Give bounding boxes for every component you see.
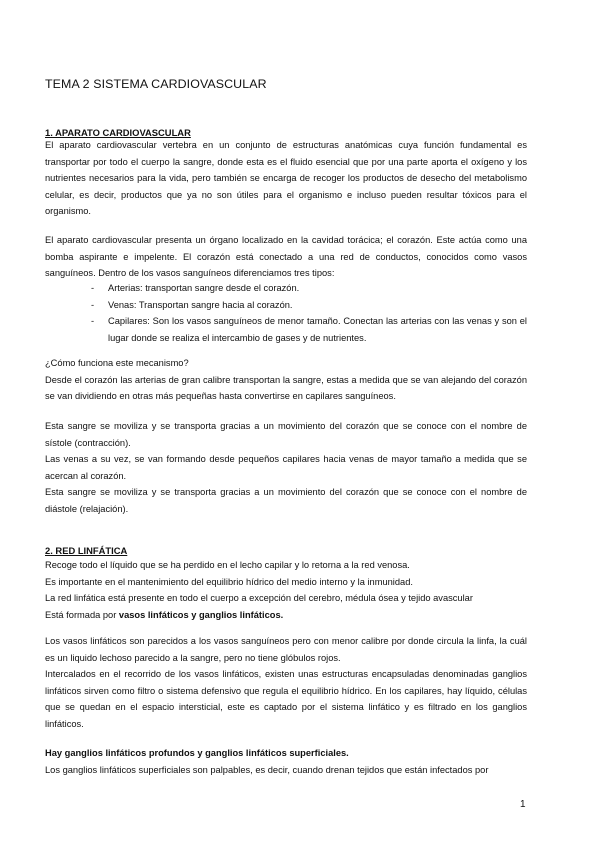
list-item [91,280,527,297]
paragraph-vasos-linfaticos: Los vasos linfáticos son parecidos a los vasos sanguíneos pero con menor calibre por donde circula la linfa, la cuál es un liquido lechoso parecido a la sangre, pero no tiene glóbulos rojos. [45,636,527,663]
line-formada [45,607,527,624]
document-title: TEMA 2 SISTEMA CARDIOVASCULAR [45,77,267,91]
list-item [91,313,527,346]
paragraph-block [45,137,527,220]
paragraph-block [45,418,527,518]
bold-line-ganglios: Hay ganglios linfáticos profundos y ganglios linfáticos superficiales. [45,748,349,758]
paragraph-block [45,745,527,778]
list-dash: - [91,283,95,293]
line-formada-bold: vasos linfáticos y ganglios linfáticos. [118,609,284,620]
paragraph-diastole: Esta sangre se moviliza y se transporta gracias a un movimiento del corazón que se conoce con el nombre de diástole (relajación). [45,487,527,514]
section-heading-aparato-cardiovascular: 1. APARATO CARDIOVASCULAR [45,127,191,138]
line-recoge: Recoge todo el líquido que se ha perdido en el lecho capilar y lo retorna a la red venosa. [45,560,410,570]
line-importante: Es importante en el mantenimiento del equilibrio hídrico del medio interno y la inmunidad. [45,576,413,587]
list-item-text: Capilares: Son los vasos sanguíneos de menor tamaño. Conectan las arterias con las venas y son el lugar donde se realiza el intercambio de gases y de nutrientes. [108,316,527,343]
paragraph-systole: Esta sangre se moviliza y se transporta gracias a un movimiento del corazón que se conoce con el nombre de sístole (contracción). [45,421,527,448]
paragraph-block [45,355,527,405]
paragraph-intro: El aparato cardiovascular vertebra en un conjunto de estructuras anatómicas cuya función fundamental es transportar por todo el cuerpo la sangre, donde esta es el fluido esencial que por una parte aporta el oxígeno y los nutrientes necesarios para la vida, pero también se encarga de recoger los productos de desecho del metabolismo celular, es decir, productos que ya no son útiles para el organismo e incluso pueden resultar tóxicos para el organismo. [45,140,527,217]
paragraph-veins: Las venas a su vez, se van formando desde pequeños capilares hacia venas de mayor tamaño a medida que se acercan al corazón. [45,454,527,481]
list-item-text: Arterias: transportan sangre desde el corazón. [108,283,300,293]
list-item-text: Venas: Transportan sangre hacia al corazón. [108,299,293,310]
paragraph-block [45,232,527,282]
paragraph-organ: El aparato cardiovascular presenta un órgano localizado en la cavidad torácica; el corazón. Este actúa como una bomba aspirante e impelente. El corazón está conectado a una red de conductos, conocidos como vasos sanguíneos. Dentro de los vasos sanguíneos diferenciamos tres tipos: [45,235,527,279]
list-item [91,297,527,314]
list-dash: - [91,316,95,327]
page-number: 1 [520,799,526,810]
line-formada-prefix: Está formada por [45,609,119,620]
list-dash: - [91,299,95,310]
line-presente: La red linfática está presente en todo el cuerpo a excepción del cerebro, médula ósea y tejido avascular [45,593,473,604]
paragraph-ganglios: Intercalados en el recorrido de los vasos linfáticos, existen unas estructuras encapsuladas denominadas ganglios linfáticos sirven como filtro o sistema defensivo que regula el equilibrio hídrico. En los capilares, hay líquido, células que se quedan en el espacio intersticial, este es captado por el sistema linfático y es filtrado en los ganglios linfáticos. [45,669,527,729]
paragraph-superficiales: Los ganglios linfáticos superficiales son palpables, es decir, cuando drenan tejidos que están infectados por [45,764,489,775]
paragraph-arteries: Desde el corazón las arterias de gran calibre transportan la sangre, estas a medida que se van alejando del corazón se van dividiendo en otras más pequeñas hasta convertirse en capilares sanguíneos. [45,374,527,402]
question-line: ¿Cómo funciona este mecanismo? [45,358,189,368]
paragraph-block [45,633,527,733]
paragraph-block [45,557,527,623]
vessel-types-list [91,280,527,346]
section-heading-red-linfatica: 2. RED LINFÁTICA [45,545,128,556]
